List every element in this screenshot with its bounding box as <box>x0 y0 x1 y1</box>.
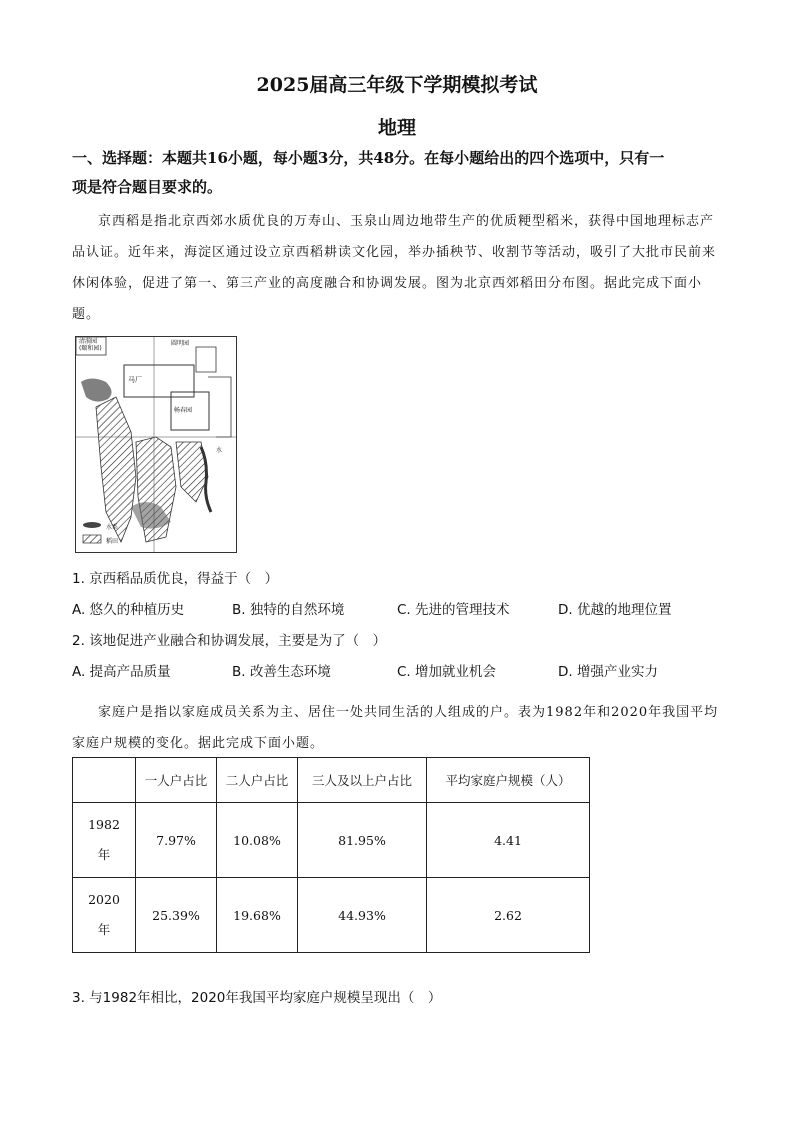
table-header-cell: 三人及以上户占比 <box>298 758 427 803</box>
household-table <box>72 757 590 953</box>
table-header-cell: 平均家庭户规模（人） <box>427 758 590 803</box>
map-label-yuanmingyuan: 圆明园 <box>171 340 190 347</box>
question-2-options <box>0 660 794 680</box>
legend-paddy-swatch <box>83 535 101 543</box>
table-cell: 4.41 <box>427 803 590 878</box>
passage-household: 家庭户是指以家庭成员关系为主、居住一处共同生活的人组成的户。表为1982年和2020年我国平均家庭户规模的变化。据此完成下面小题。 <box>72 705 719 751</box>
legend-water-label: 水系 <box>106 524 119 531</box>
question-2-stem: 2. 该地促进产业融合和协调发展，主要是为了（ ） <box>72 633 387 649</box>
q1-option-a[interactable]: A. 悠久的种植历史 <box>72 602 185 618</box>
map-drawing <box>76 337 236 552</box>
map-label-qingyi-line2: (颐和园) <box>79 345 102 352</box>
map-label-machang: 马厂 <box>128 376 142 384</box>
q2-option-d[interactable]: D. 增强产业实力 <box>558 664 658 680</box>
passage-rice: 京西稻是指北京西郊水质优良的万寿山、玉泉山周边地带生产的优质粳型稻米，获得中国地理标志产品认证。近年来，海淀区通过设立京西稻耕读文化园，举办插秧节、收割节等活动，吸引了大批市民前来休闲体验，促进了第一、第三产业的高度融合和协调发展。图为北京西郊稻田分布图。据此完成下面小题。 <box>72 214 717 322</box>
table-year: 1982 <box>88 817 120 832</box>
table-year-cell <box>73 878 136 953</box>
table-cell: 44.93% <box>298 878 427 953</box>
table-header-cell: 二人户占比 <box>217 758 298 803</box>
map-label-water: 水 <box>216 447 223 454</box>
table-header-row <box>73 758 590 803</box>
table-row <box>73 803 590 878</box>
table-cell: 19.68% <box>217 878 298 953</box>
subject-title: 地理 <box>377 117 416 139</box>
q1-option-b[interactable]: B. 独特的自然环境 <box>232 602 345 618</box>
table-cell: 2.62 <box>427 878 590 953</box>
q1-option-d[interactable]: D. 优越的地理位置 <box>558 602 672 618</box>
legend-paddy-label: 稻田 <box>106 538 119 545</box>
question-1-stem: 1. 京西稻品质优良，得益于（ ） <box>72 571 279 587</box>
q2-option-a[interactable]: A. 提高产品质量 <box>72 664 171 680</box>
section-heading-line2: 项是符合题目要求的。 <box>72 178 223 196</box>
table-year-suffix: 年 <box>97 847 111 862</box>
section-heading-line1: 一、选择题：本题共16小题，每小题3分，共48分。在每小题给出的四个选项中，只有一 <box>72 149 665 167</box>
q2-option-b[interactable]: B. 改善生态环境 <box>232 664 331 680</box>
exam-title: 2025届高三年级下学期模拟考试 <box>256 74 538 96</box>
table-cell: 25.39% <box>136 878 217 953</box>
table-year-cell <box>73 803 136 878</box>
map-label-changchunyuan: 畅春园 <box>174 407 193 414</box>
map-label-qingyi <box>79 338 102 352</box>
table-header-cell <box>73 758 136 803</box>
paddy-distribution-map <box>75 336 237 553</box>
section-heading <box>72 144 732 202</box>
q2-option-c[interactable]: C. 增加就业机会 <box>397 664 497 680</box>
q1-option-c[interactable]: C. 先进的管理技术 <box>397 602 510 618</box>
table-cell: 7.97% <box>136 803 217 878</box>
table-cell: 10.08% <box>217 803 298 878</box>
table-cell: 81.95% <box>298 803 427 878</box>
legend-water-swatch <box>83 522 101 528</box>
table-year: 2020 <box>88 892 120 907</box>
table-row <box>73 878 590 953</box>
question-1-options <box>0 598 794 618</box>
table-header-cell: 一人户占比 <box>136 758 217 803</box>
question-3-stem: 3. 与1982年相比，2020年我国平均家庭户规模呈现出（ ） <box>72 990 442 1006</box>
table-year-suffix: 年 <box>97 922 111 937</box>
map-label-qingyi-line1: 清漪园 <box>79 338 98 345</box>
